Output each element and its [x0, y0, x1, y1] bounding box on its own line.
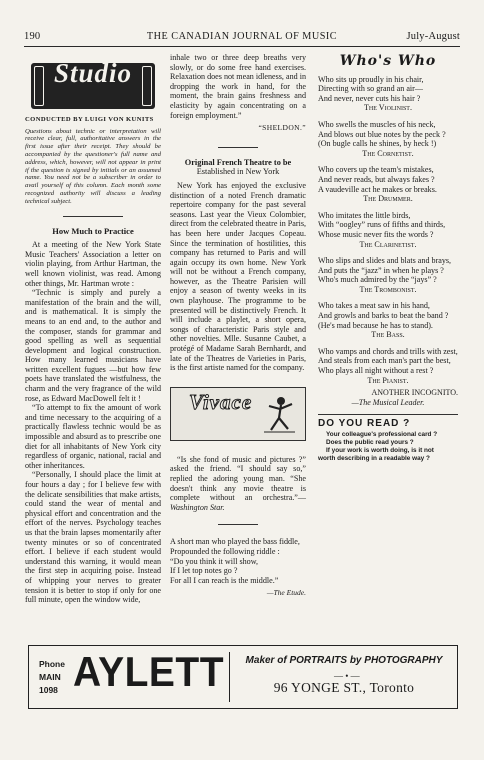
- poem-line: Who slips and slides and blats and brays,: [318, 256, 452, 266]
- poem-line: Who sits up proudly in his chair,: [318, 74, 424, 84]
- vivace-banner-title: Vivace: [189, 389, 253, 414]
- poem-line: And puts the “jazz” in when he plays ?: [318, 265, 444, 275]
- article-source: “SHELDON.”: [258, 123, 306, 133]
- poem-line: Who swells the muscles of his neck,: [318, 119, 436, 129]
- poem-line: Who plays all night without a rest ?: [318, 366, 434, 376]
- ad-address: 96 YONGE ST., Toronto: [273, 680, 415, 695]
- dancer-figure-icon: [261, 394, 297, 434]
- french-title-line1: Original French Theatre to be: [184, 157, 292, 167]
- article-paragraph: “Personally, I should place the limit at four hours a day ; for I believe few with the delicate sensibilities that make artists, could stand the wear of mental and physical effort and concentration and the effort of the nerves. Psychology teaches us that the brain lapses momentarily after twenty minutes or so of concentrated effort. I believe if each student would understand this warning, it would mean the first step in acquiring poise. Instead of whipping your nerves to greater tension it is better to stop if only for one full minute, open the window wide,: [25, 470, 161, 605]
- poem-answer: The Violinist.: [363, 103, 412, 113]
- article-continuation: inhale two or three deep breaths very slowly, or do some free hand exercises. Relaxation does not mean idleness, and in dropping the work in hand, for the moment, the brain gains freshness and elasticity by again concentrating on a foreign employment.”: [170, 53, 306, 120]
- poem-line: Who's much admired by the “jays” ?: [318, 275, 437, 285]
- limerick-source: —The Etude.: [266, 588, 306, 598]
- poem-line: With “oogley” runs of fifths and thirds,: [318, 220, 446, 230]
- do-you-read-title: DO YOU READ ?: [318, 414, 458, 429]
- banner-ornament-right: [142, 66, 152, 106]
- aylett-advertisement: [28, 645, 458, 709]
- poem-line: Who imitates the little birds,: [318, 210, 411, 220]
- poem-line: And blows out blue notes by the peck ?: [318, 129, 446, 139]
- poem-line: (On bugle calls he shines, by heck !): [318, 139, 437, 149]
- french-body: New York has enjoyed the exclusive distinction of a noted French dramatic repertoire company for the past several seasons. Last year the Vieux Colombier, direct from the celebrated theatre in Paris, has been here under Jacques Copeau. Since the termination of hostilities, this company has returned to Paris and will again occupy its own home. New York will not be without a French company, however, as the Theatre Parisien will enjoy a season of twenty weeks in its own playhouse. The programme to be presented will be distinctively French. It will include a playlet, a short opera, songs of characteristic Paris style and other novelties. Mlle. Susanne Caubet, a protégé of Madame Sarah Bernhardt, and late of the Theatres de Varieties in Paris, is the first artiste named for the company.: [170, 180, 306, 373]
- ad-tagline: Maker of PORTRAITS by PHOTOGRAPHY: [245, 655, 443, 666]
- poem-line: Who vamps and chords and trills with zest,: [318, 346, 458, 356]
- poem-answer: The Clarinetist.: [359, 239, 417, 249]
- article-title: How Much to Practice: [52, 225, 134, 236]
- do-you-read-text: Your colleague's professional card ? Does the public read yours ? If your work is worth doing, is it not worth describing in a readable way ?: [318, 431, 438, 462]
- issue-date: July-August: [406, 31, 460, 42]
- poem-source: —The Musical Leader.: [351, 397, 425, 407]
- poem-line: Whose music never fits the words ?: [318, 229, 434, 239]
- poem-line: And growls and barks to beat the band ?: [318, 311, 449, 321]
- poem-answer: The Trombonist.: [359, 284, 417, 294]
- poem-line: (He's mad because he has to stand).: [318, 320, 433, 330]
- vivace-banner: [170, 387, 306, 441]
- poem-line: And never, never cuts his hair ?: [318, 93, 421, 103]
- poem-line: And steals from each man's part the best,: [318, 356, 451, 366]
- ad-ornament: — • —: [334, 671, 360, 681]
- limerick: A short man who played the bass fiddle, Propounded the following riddle : “Do you think it will show, If I let top notes go ? For all I can reach is the middle.”: [170, 537, 300, 585]
- poem-line: Who takes a meat saw in his hand,: [318, 301, 430, 311]
- poem-line: A vaudeville act he makes or breaks.: [318, 184, 437, 194]
- page-header: [24, 31, 460, 45]
- column-left: [25, 53, 161, 605]
- french-title-line2: Established in New York: [196, 167, 280, 177]
- article-paragraph: At a meeting of the New York State Music Teachers' Association a letter on violin playing, from Arthur Hartman, the well known violinist, was read. Among other things, Mr. Hartman wrote :: [25, 240, 161, 288]
- column-middle: [170, 53, 306, 598]
- vivace-joke: “Is she fond of music and pictures ?” asked the friend. “I should say so,” replied the adoring young man. “She doesn't think any movie theatre is complete without an orchestra.”—Washington Star.: [170, 454, 306, 512]
- article-paragraph: “Technic is simply and purely a manifestation of the brain and the will, and is mathematical. It is simply the means to an end and, to the author and the composer, stands for grammar and good spelling as well as sequential development and logical construction. How many learned musicians have written excellent fugues —but how few poets have translated the wistfulness, the charm and the very fragrance of the wild rose, as Edward MacDowell felt it !: [25, 288, 161, 403]
- studio-banner-title: Studio: [53, 58, 133, 88]
- ad-phone: Phone MAIN 1098: [39, 659, 65, 695]
- section-divider: [218, 524, 258, 525]
- whos-who-poem: [318, 75, 458, 386]
- ad-business-name: AYLETT: [73, 649, 225, 696]
- studio-banner: [31, 58, 155, 109]
- conducted-by: CONDUCTED BY LUIGI VON KUNITS: [25, 116, 154, 123]
- poem-answer: The Cornetist.: [362, 148, 414, 158]
- column-right: [318, 53, 458, 463]
- header-rule: [24, 46, 460, 47]
- studio-intro: Questions about technic or interpretation will receive clear, full, authoritative answers in the first issue after their receipt. They should be accompanied by the questioner's full name and address, which, however, will not appear in print if the question is signed by initials or an assumed name. You need not be a subscriber in order to avail yourself of this column. Each month some recognized authority will discuss a leading technical subject.: [25, 127, 161, 205]
- poem-line: Who covers up the team's mistakes,: [318, 165, 434, 175]
- ad-divider: [229, 652, 230, 702]
- poem-answer: The Pianist.: [367, 375, 409, 385]
- poem-answer: The Drummer.: [363, 194, 413, 204]
- article-paragraph: “To attempt to fix the amount of work and time necessary to the acquiring of a practically flawless technic would be as impossible and absurd as to prescribe one diet for all inhabitants of New York city regardless of organic, national, racial and other inheritances.: [25, 403, 161, 470]
- section-divider: [63, 216, 123, 217]
- whos-who-title: Who's Who: [339, 53, 437, 69]
- poem-line: And never reads, but always fakes ?: [318, 174, 435, 184]
- journal-title: THE CANADIAN JOURNAL OF MUSIC: [146, 31, 338, 42]
- page-number: 190: [24, 31, 41, 42]
- poem-answer: The Bass.: [371, 330, 405, 340]
- section-divider: [218, 147, 258, 148]
- poem-author: ANOTHER INCOGNITO.: [371, 388, 458, 398]
- poem-line: Directing with so grand an air—: [318, 84, 423, 94]
